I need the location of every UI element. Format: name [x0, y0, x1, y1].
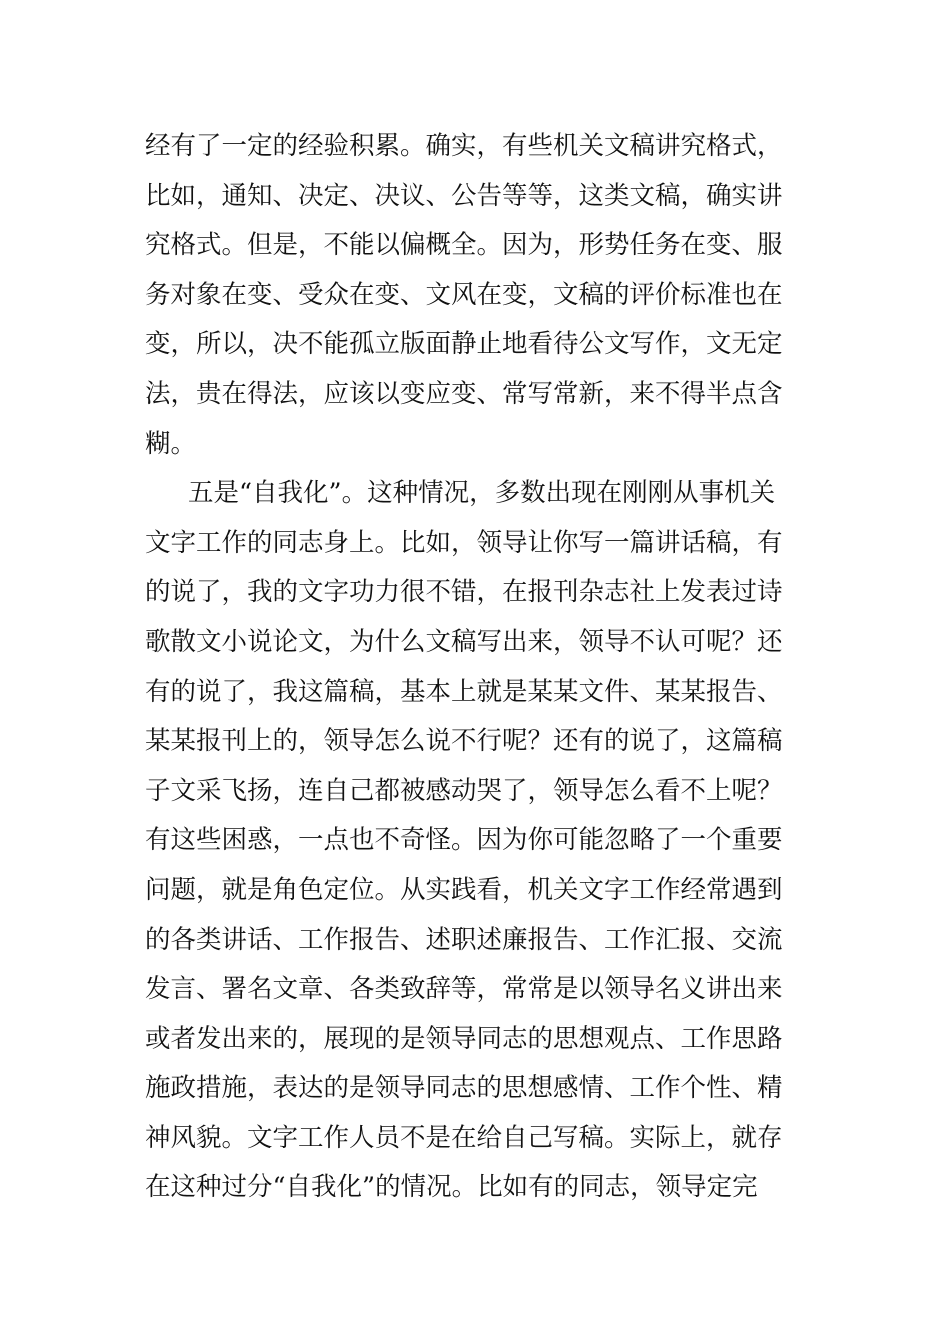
- text-line: 在这种过分“自我化”的情况。比如有的同志，领导定完: [145, 1172, 758, 1203]
- text-line: 经有了一定的经验积累。确实，有些机关文稿讲究格式，: [145, 131, 783, 161]
- text-line: 歌散文小说论文，为什么文稿写出来，领导不认可呢？还: [145, 626, 783, 657]
- text-line: 务对象在变、受众在变、文风在变，文稿的评价标准也在: [145, 279, 783, 310]
- text-line: 某某报刊上的，领导怎么说不行呢？还有的说了，这篇稿: [145, 726, 783, 757]
- text-line: 的说了，我的文字功力很不错，在报刊杂志社上发表过诗: [145, 577, 783, 608]
- text-line: 的各类讲话、工作报告、述职述廉报告、工作汇报、交流: [145, 924, 783, 955]
- text-line: 究格式。但是，不能以偏概全。因为，形势任务在变、服: [145, 230, 783, 261]
- text-line: 子文采飞扬，连自己都被感动哭了，领导怎么看不上呢？: [145, 775, 783, 806]
- text-line: 问题，就是角色定位。从实践看，机关文字工作经常遇到: [145, 874, 783, 905]
- text-line: 法，贵在得法，应该以变应变、常写常新，来不得半点含: [145, 378, 783, 409]
- text-line: 比如，通知、决定、决议、公告等等，这类文稿，确实讲: [145, 180, 783, 211]
- body-text: [145, 122, 815, 1213]
- text-line: 糊。: [145, 428, 197, 459]
- paragraph-start-line: 五是“自我化”。这种情况，多数出现在刚刚从事机关: [188, 478, 776, 509]
- text-line: 或者发出来的，展现的是领导同志的思想观点、工作思路: [145, 1023, 783, 1054]
- text-line: 文字工作的同志身上。比如，领导让你写一篇讲话稿，有: [145, 527, 783, 558]
- text-line: 有的说了，我这篇稿，基本上就是某某文件、某某报告、: [145, 676, 783, 707]
- text-line: 发言、署名文章、各类致辞等，常常是以领导名义讲出来: [145, 974, 783, 1005]
- text-line: 有这些困惑，一点也不奇怪。因为你可能忽略了一个重要: [145, 825, 783, 856]
- text-line: 变，所以，决不能孤立版面静止地看待公文写作，文无定: [145, 329, 783, 360]
- text-line: 神风貌。文字工作人员不是在给自己写稿。实际上，就存: [145, 1122, 783, 1153]
- text-line: 施政措施，表达的是领导同志的思想感情、工作个性、精: [145, 1073, 783, 1104]
